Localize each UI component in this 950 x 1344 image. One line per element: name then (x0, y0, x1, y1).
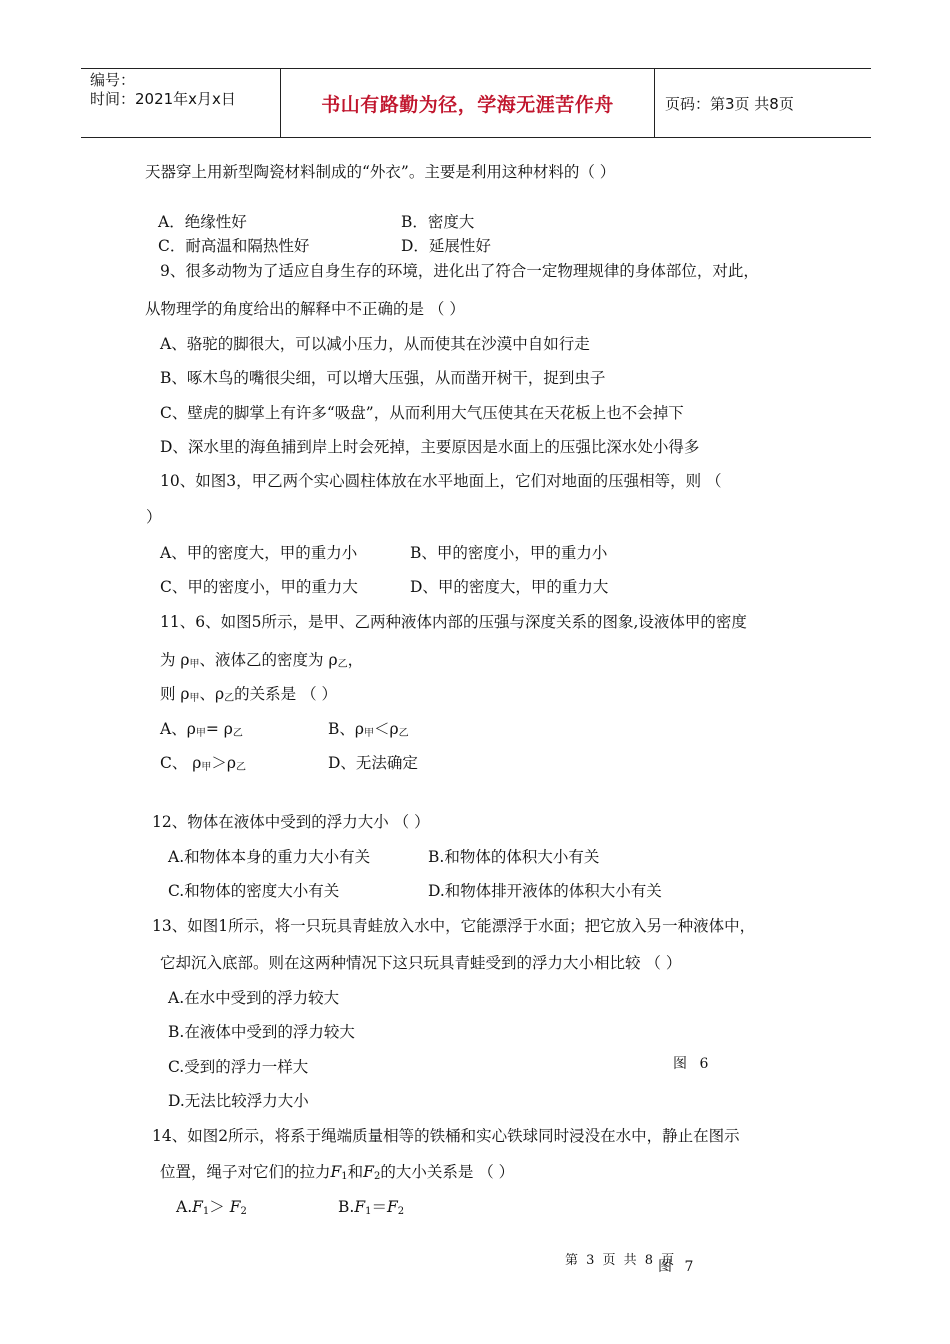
q11-option-d: D、无法确定 (328, 754, 418, 772)
q9-option-b: B、啄木鸟的嘴很尖细，可以增大压强，从而凿开树干，捉到虫子 (160, 369, 606, 387)
code-label: 编号： (90, 71, 136, 89)
q14-option-b: B.F1＝F2 (338, 1198, 405, 1217)
q9-option-d: D、深水里的海鱼捕到岸上时会死掉，主要原因是水面上的压强比深水处小得多 (160, 438, 700, 456)
page-footer: 第 3 页 共 8 页 (565, 1253, 677, 1268)
q8-option-c: C．耐高温和隔热性好 (158, 237, 310, 255)
q13-option-b: B.在液体中受到的浮力较大 (168, 1023, 355, 1041)
q11-option-b: B、ρ甲＜ρ乙 (328, 720, 409, 739)
q11-relation-line: 则 ρ甲、ρ乙的关系是 （ ） (160, 685, 338, 704)
q11-option-c: C、 ρ甲＞ρ乙 (160, 754, 247, 773)
q10-option-c: C、甲的密度小，甲的重力大 (160, 578, 358, 596)
q13-option-d: D.无法比较浮力大小 (168, 1092, 309, 1110)
page-header (81, 68, 871, 138)
q12-option-b: B.和物体的体积大小有关 (428, 848, 600, 866)
q10-stem-paren: ） (146, 508, 162, 526)
header-meta (81, 69, 281, 137)
q13-stem-2: 它却沉入底部。则在这两种情况下这只玩具青蛙受到的浮力大小相比较 （ ） (160, 954, 682, 972)
q12-option-c: C.和物体的密度大小有关 (168, 882, 340, 900)
page-info: 页码：第3页 共8页 (665, 94, 794, 113)
q13-option-c: C.受到的浮力一样大 (168, 1058, 309, 1076)
time-label: 时间：2021年x月x日 (90, 90, 236, 108)
q11-option-a: A、ρ甲= ρ乙 (160, 720, 243, 739)
q10-option-b: B、甲的密度小，甲的重力小 (410, 544, 608, 562)
q10-stem: 10、如图3，甲乙两个实心圆柱体放在水平地面上，它们对地面的压强相等，则 （ (160, 472, 722, 490)
q13-stem-1: 13、如图1所示，将一只玩具青蛙放入水中，它能漂浮于水面；把它放入另一种液体中， (152, 917, 756, 935)
q12-option-d: D.和物体排开液体的体积大小有关 (428, 882, 662, 900)
figure-7-caption: 图 7 (658, 1259, 698, 1275)
q10-option-a: A、甲的密度大，甲的重力小 (160, 544, 358, 562)
motto: 书山有路勤为径，学海无涯苦作舟 (281, 69, 655, 137)
q12-stem: 12、物体在液体中受到的浮力大小 （ ） (152, 813, 430, 831)
q14-stem-1: 14、如图2所示，将系于绳端质量相等的铁桶和实心铁球同时浸没在水中，静止在图示 (152, 1127, 740, 1145)
q11-rho-line: 为 ρ甲、液体乙的密度为 ρ乙， (160, 651, 364, 670)
q13-option-a: A.在水中受到的浮力较大 (168, 989, 340, 1007)
q8-option-d: D．延展性好 (401, 237, 491, 255)
q14-stem-2: 位置，绳子对它们的拉力F1和F2的大小关系是 （ ） (160, 1163, 515, 1182)
q8-stem: 天器穿上用新型陶瓷材料制成的“外衣”。主要是利用这种材料的（ ） (145, 163, 616, 181)
q10-option-d: D、甲的密度大，甲的重力大 (410, 578, 609, 596)
q11-stem: 11、6、如图5所示，是甲、乙两种液体内部的压强与深度关系的图象,设液体甲的密度 (160, 613, 747, 631)
q9-option-a: A、骆驼的脚很大，可以减小压力，从而使其在沙漠中自如行走 (160, 335, 590, 353)
q14-option-a: A.F1＞ F2 (176, 1198, 247, 1217)
q9-option-c: C、壁虎的脚掌上有许多“吸盘”，从而利用大气压使其在天花板上也不会掉下 (160, 404, 684, 422)
figure-6-caption: 图 6 (673, 1056, 713, 1072)
q8-option-b: B．密度大 (401, 213, 475, 231)
q9-stem-1: 9、很多动物为了适应自身生存的环境，进化出了符合一定物理规律的身体部位，对此， (160, 262, 759, 280)
q8-option-a: A．绝缘性好 (158, 213, 247, 231)
q9-stem-2: 从物理学的角度给出的解释中不正确的是 （ ） (145, 300, 465, 318)
q12-option-a: A.和物体本身的重力大小有关 (168, 848, 371, 866)
